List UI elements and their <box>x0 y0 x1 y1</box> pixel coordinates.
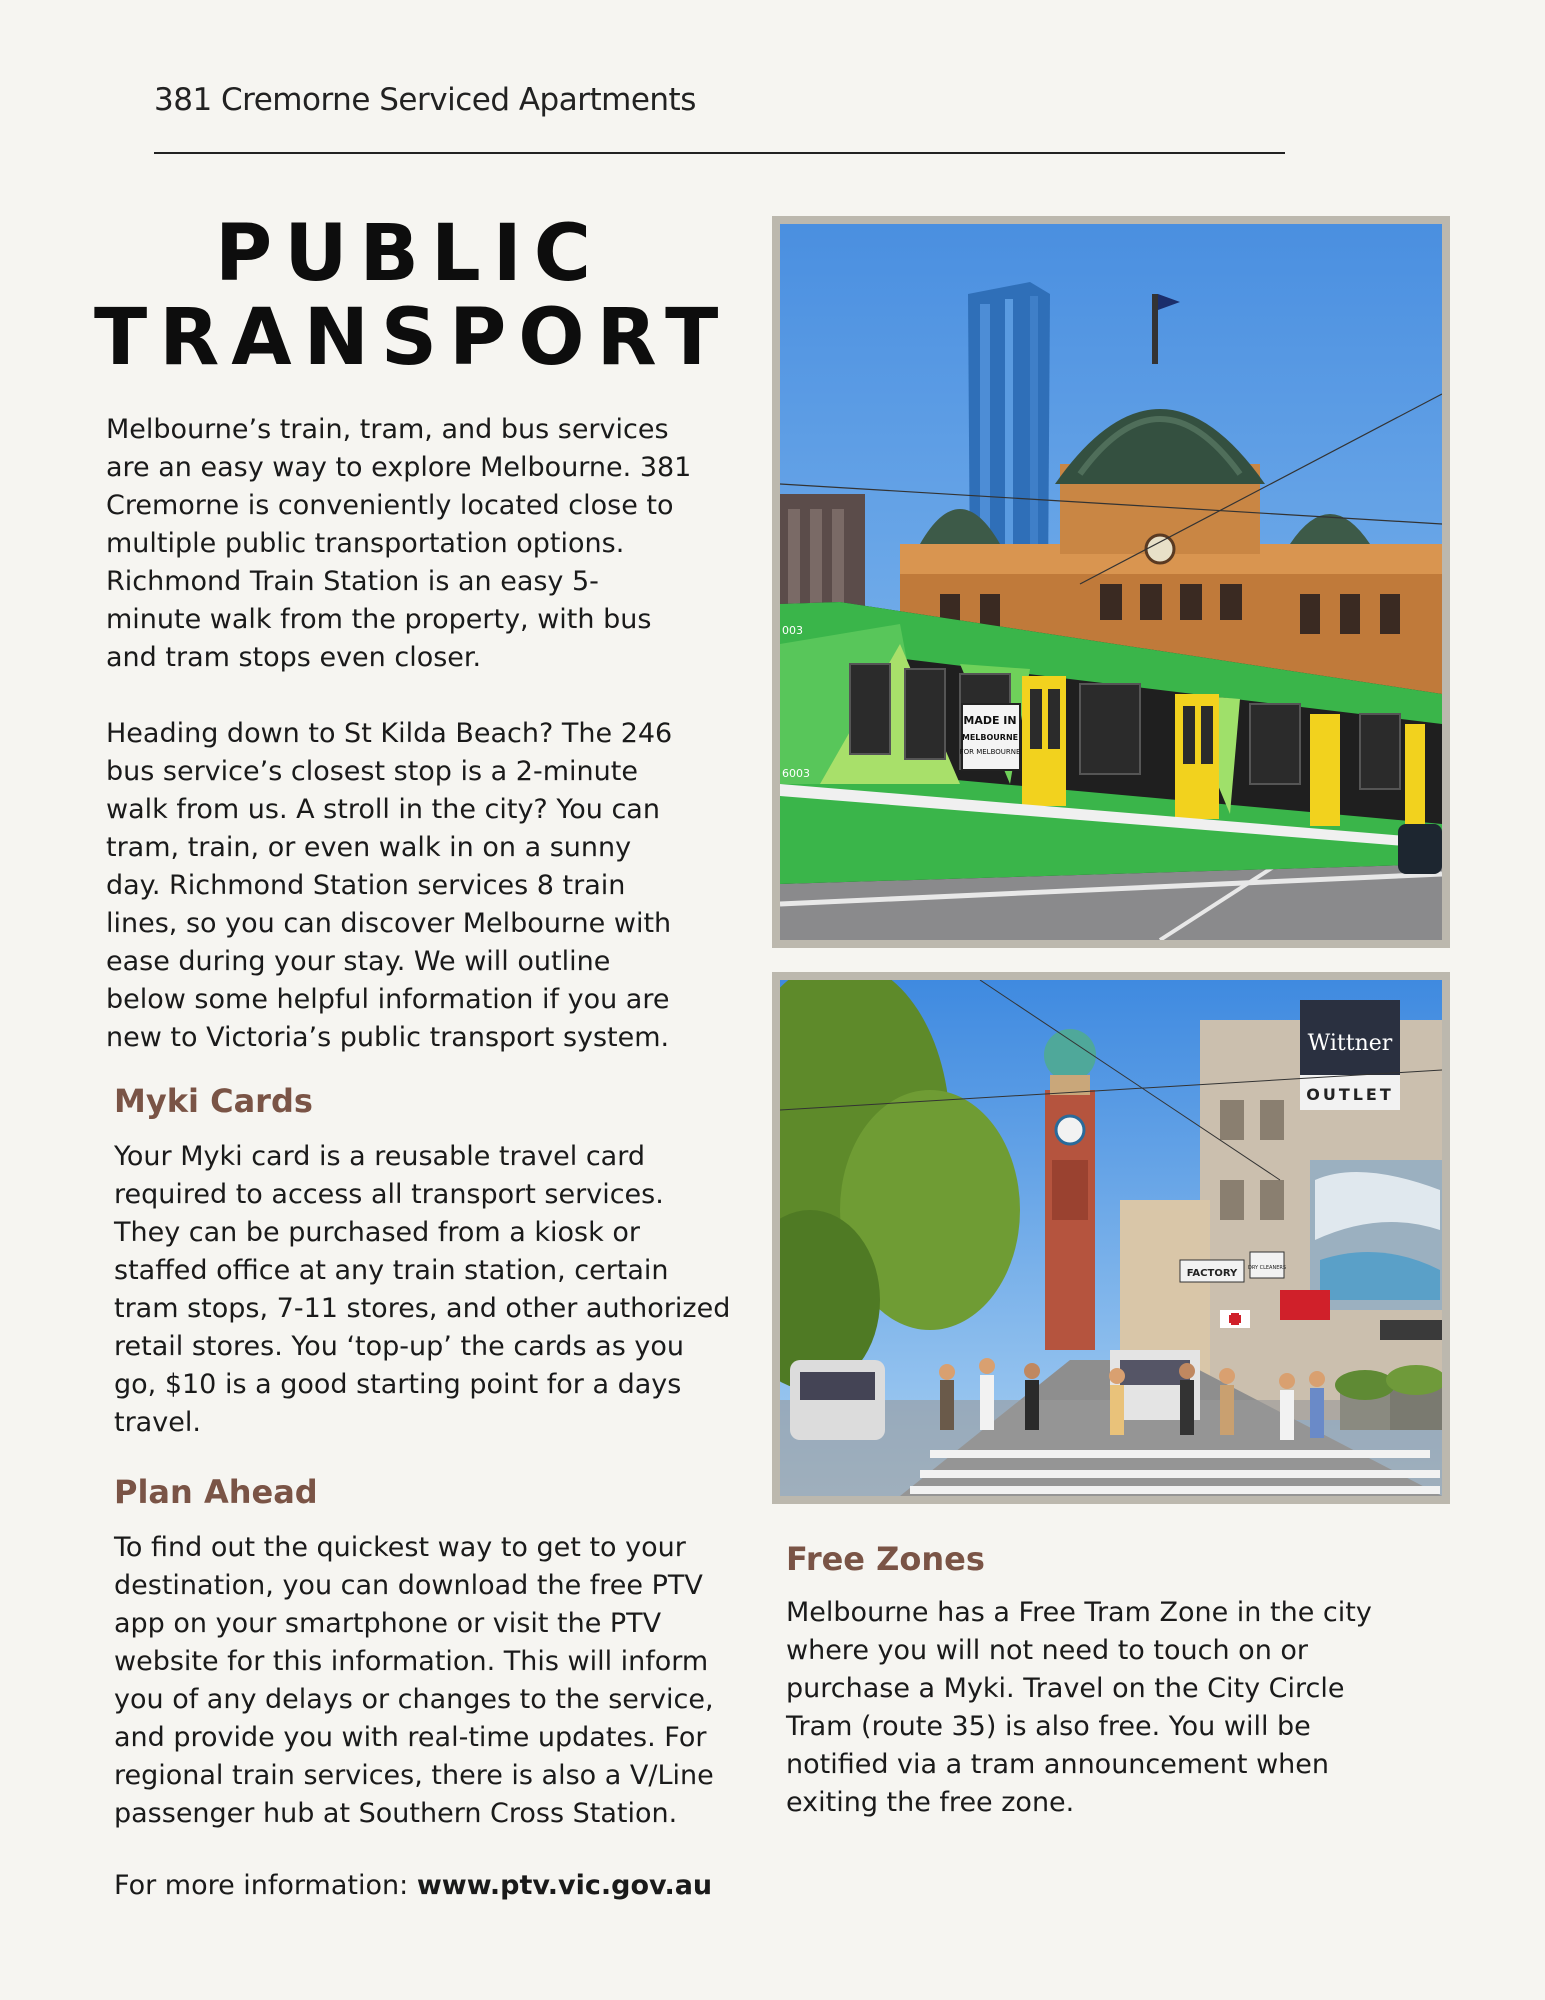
intro-section <box>106 411 726 1095</box>
tram-number-side: 6003 <box>782 767 810 780</box>
street-crossing-photo <box>780 980 1442 1496</box>
dry-cleaners-sign: DRY CLEANERS <box>1247 1265 1287 1271</box>
wittner-sign: Wittner <box>1307 1031 1393 1056</box>
more-info-line <box>114 1870 712 1901</box>
site-name: 381 Cremorne Serviced Apartments <box>154 82 696 118</box>
title-line-1: PUBLIC <box>215 209 603 299</box>
more-info-label: For more information: <box>114 1870 417 1901</box>
title-line-2: TRANSPORT <box>94 293 731 383</box>
intro-paragraph-2: Heading down to St Kilda Beach? The 246 bus service’s closest stop is a 2-minute walk from us. A stroll in the city? You can tram, train, or even walk in on a sunny day. Richmond Station services 8 train lines, so you can discover Melbourne with ease during your stay. We will outline below some helpful information if you are new to Victoria’s public transport system. <box>106 718 673 1053</box>
free-zones-heading: Free Zones <box>786 1540 985 1578</box>
outlet-sign: OUTLET <box>1306 1085 1394 1104</box>
plan-ahead-heading: Plan Ahead <box>114 1473 318 1511</box>
intro-paragraph-1: Melbourne’s train, tram, and bus services are an easy way to explore Melbourne. 381 Cremorne is conveniently located close to multiple public transportation options. Richmond Train Station is an easy 5- minute walk from the property, with bus and tram stops even closer. <box>106 414 692 673</box>
tram-photo-frame <box>772 216 1450 948</box>
street-photo-frame <box>772 972 1450 1504</box>
flinders-street-tram-photo <box>780 224 1442 940</box>
page-title <box>94 209 731 383</box>
tram-number-top: 003 <box>782 624 803 637</box>
plan-ahead-body: To find out the quickest way to get to your destination, you can download the free PTV app on your smartphone or visit the PTV website for this information. This will inform you of any delays or changes to the service, and provide you with real-time updates. For regional train services, there is also a V/Line passenger hub at Southern Cross Station. <box>114 1532 714 1829</box>
free-zones-body: Melbourne has a Free Tram Zone in the city where you will not need to touch on or purchase a Myki. Travel on the City Circle Tram (route 35) is also free. You will be notified via a tram announcement when exiting the free zone. <box>786 1597 1372 1818</box>
tram-sign-line-1: MADE IN <box>963 714 1017 727</box>
myki-heading: Myki Cards <box>114 1082 313 1120</box>
tram-sign-line-3: FOR MELBOURNE <box>959 748 1021 756</box>
factory-sign: FACTORY <box>1186 1268 1238 1279</box>
myki-body: Your Myki card is a reusable travel card required to access all transport services. They can be purchased from a kiosk or staffed office at any train station, certain tram stops, 7-11 stores, and other authorized retail stores. You ‘top-up’ the cards as you go, $10 is a good starting point for a days travel. <box>114 1141 731 1438</box>
header-divider <box>154 152 1285 154</box>
ptv-website-link[interactable]: www.ptv.vic.gov.au <box>416 1870 713 1901</box>
tram-sign-line-2: MELBOURNE <box>961 733 1019 742</box>
